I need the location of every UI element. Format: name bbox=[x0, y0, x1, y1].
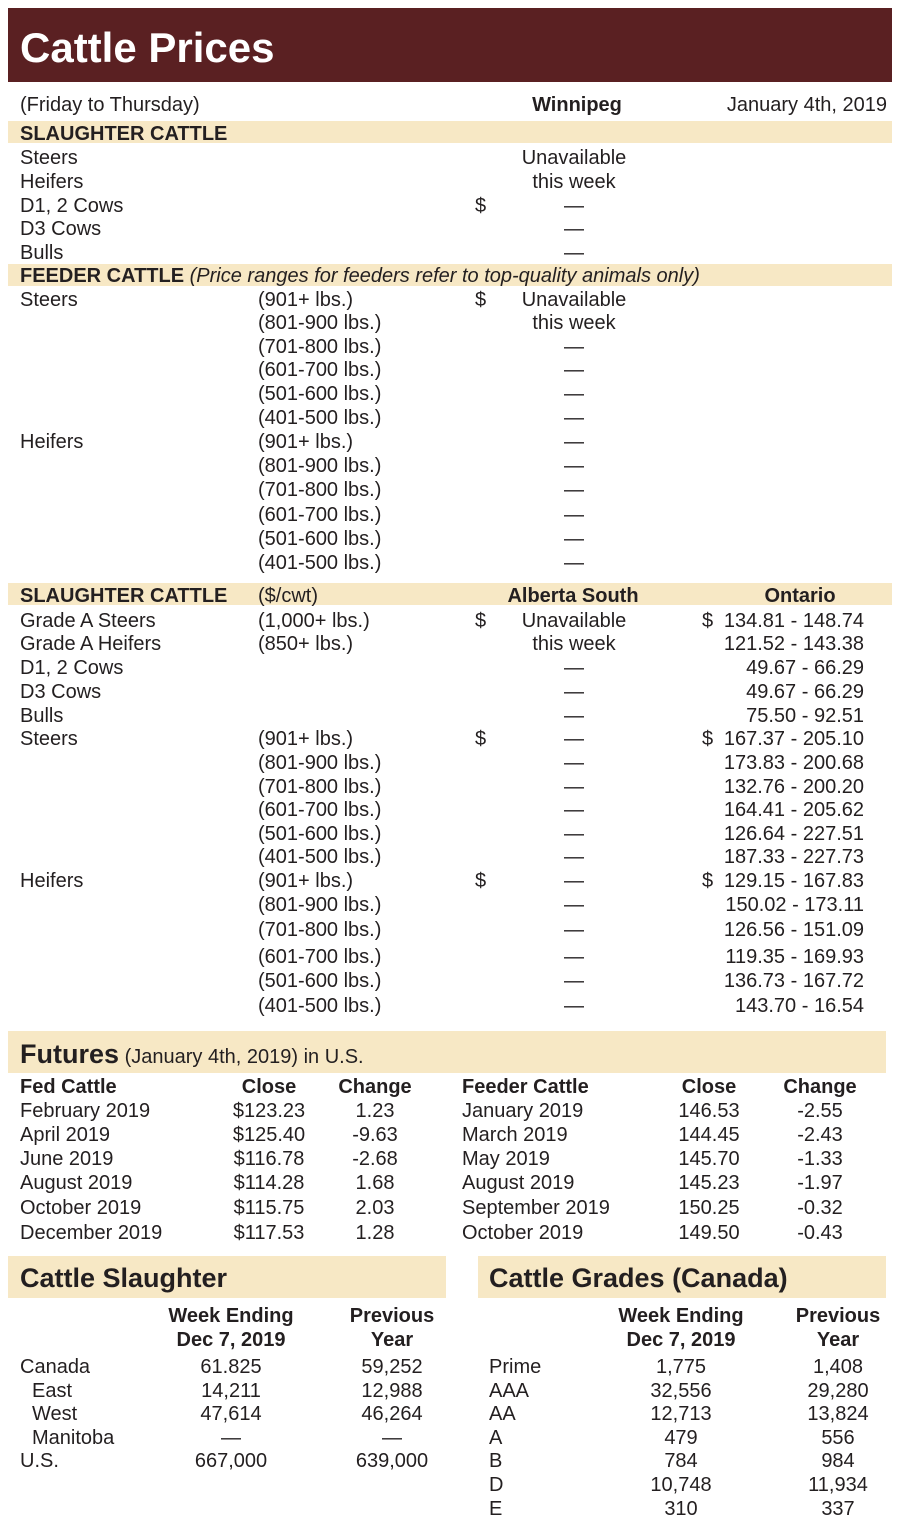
slaughter-row-label: D1, 2 Cows bbox=[20, 195, 124, 217]
slaughter-row-value: — bbox=[564, 195, 584, 217]
slaughter-prev-value: 46,264 bbox=[361, 1403, 423, 1425]
dollar-sign: $ bbox=[475, 610, 487, 632]
feeder-row-value: — bbox=[564, 336, 584, 358]
slaughter-prev-value: 12,988 bbox=[361, 1380, 423, 1402]
feeder-row-value: — bbox=[564, 552, 584, 574]
grade-week-value: 12,713 bbox=[650, 1403, 712, 1425]
slaughter-region: East bbox=[32, 1380, 73, 1402]
price-row-label: D1, 2 Cows bbox=[20, 657, 124, 679]
alberta-value: — bbox=[564, 823, 584, 845]
slaughter-week-value: 47,614 bbox=[200, 1403, 262, 1425]
price-row-weight: (1,000+ lbs.) bbox=[258, 610, 370, 632]
grade-week-value: 479 bbox=[664, 1427, 698, 1449]
ontario-value: 126.64 - 227.51 bbox=[723, 823, 864, 845]
ontario-value: 132.76 - 200.20 bbox=[723, 776, 864, 798]
grade-prev-value: 11,934 bbox=[808, 1474, 868, 1496]
feeder-row-value: Unavailable bbox=[521, 289, 627, 311]
location-label: Winnipeg bbox=[532, 94, 622, 116]
alberta-value: — bbox=[564, 846, 584, 868]
feeder-row-value: — bbox=[564, 479, 584, 501]
ontario-value: 49.67 - 66.29 bbox=[746, 657, 864, 679]
price-row-weight: (801-900 lbs.) bbox=[258, 894, 382, 916]
slaughter-prev-value: — bbox=[382, 1427, 402, 1449]
slaughter-row-value: — bbox=[564, 218, 584, 240]
price-row-weight: (401-500 lbs.) bbox=[258, 846, 382, 868]
alberta-value: — bbox=[564, 894, 584, 916]
grades-year-header: Year bbox=[816, 1329, 860, 1351]
fed-change-header: Change bbox=[338, 1076, 412, 1098]
alberta-value: Unavailable bbox=[521, 610, 627, 632]
ontario-value: 173.83 - 200.68 bbox=[723, 752, 864, 774]
price-row-weight: (501-600 lbs.) bbox=[258, 970, 382, 992]
alberta-value: — bbox=[564, 752, 584, 774]
feeder-row-value: — bbox=[564, 455, 584, 477]
slaughter-row-value: Unavailable bbox=[521, 147, 627, 169]
ontario-value: 49.67 - 66.29 bbox=[746, 681, 864, 703]
alberta-value: — bbox=[564, 919, 584, 941]
fed-close: $125.40 bbox=[232, 1124, 306, 1146]
price-row-label: Grade A Heifers bbox=[20, 633, 162, 655]
price-row-weight: (701-800 lbs.) bbox=[258, 776, 382, 798]
feeder-row-value: this week bbox=[532, 312, 616, 334]
week-ending-date-header: Dec 7, 2019 bbox=[176, 1329, 286, 1351]
slaughter-row-label: D3 Cows bbox=[20, 218, 102, 240]
feeder-cattle-header: Feeder Cattle bbox=[462, 1076, 589, 1098]
fed-month: February 2019 bbox=[20, 1100, 151, 1122]
alberta-value: — bbox=[564, 995, 584, 1017]
ontario-value: 167.37 - 205.10 bbox=[723, 728, 864, 750]
fed-close: $114.28 bbox=[233, 1172, 305, 1194]
grade-label: B bbox=[489, 1450, 503, 1472]
grade-week-value: 784 bbox=[664, 1450, 698, 1472]
ontario-value: 134.81 - 148.74 bbox=[723, 610, 864, 632]
previous-header: Previous bbox=[349, 1305, 435, 1327]
ontario-value: 119.35 - 169.93 bbox=[725, 946, 864, 968]
fed-change: 1.68 bbox=[355, 1172, 395, 1194]
slaughter-region: U.S. bbox=[20, 1450, 59, 1472]
cattle-slaughter-heading: Cattle Slaughter bbox=[20, 1263, 228, 1293]
price-row-weight: (601-700 lbs.) bbox=[258, 946, 382, 968]
grade-label: A bbox=[489, 1427, 503, 1449]
page-title: Cattle Prices bbox=[20, 24, 275, 71]
grade-label: AA bbox=[489, 1403, 516, 1425]
slaughter-row-value: this week bbox=[532, 171, 616, 193]
feeder-row-label: Heifers bbox=[20, 431, 84, 453]
fed-change: 1.28 bbox=[355, 1222, 395, 1244]
feeder-row-value: — bbox=[564, 431, 584, 453]
grade-week-value: 32,556 bbox=[650, 1380, 712, 1402]
grade-label: E bbox=[489, 1498, 503, 1520]
fed-month: June 2019 bbox=[20, 1148, 114, 1170]
cattle-grades-heading: Cattle Grades (Canada) bbox=[489, 1263, 788, 1293]
feeder-cattle-title: FEEDER CATTLE bbox=[20, 265, 185, 287]
ontario-header: Ontario bbox=[764, 585, 836, 607]
alberta-value: — bbox=[564, 657, 584, 679]
fed-close: $117.53 bbox=[233, 1222, 305, 1244]
ontario-value: 75.50 - 92.51 bbox=[746, 705, 864, 727]
feeder-close: 149.50 bbox=[678, 1222, 740, 1244]
dollar-sign: $ bbox=[475, 870, 487, 892]
slaughter-region: Canada bbox=[20, 1356, 91, 1378]
feeder-row-value: — bbox=[564, 359, 584, 381]
dollar-sign: $ bbox=[475, 728, 487, 750]
price-row-weight: (401-500 lbs.) bbox=[258, 995, 382, 1017]
feeder-close: 150.25 bbox=[678, 1197, 740, 1219]
feeder-row-weight: (701-800 lbs.) bbox=[258, 479, 382, 501]
grade-prev-value: 13,824 bbox=[807, 1403, 869, 1425]
period-label: (Friday to Thursday) bbox=[20, 94, 200, 116]
ontario-value: 164.41 - 205.62 bbox=[723, 799, 864, 821]
fed-close: $123.23 bbox=[232, 1100, 306, 1122]
alberta-value: — bbox=[564, 681, 584, 703]
grade-label: Prime bbox=[489, 1356, 542, 1378]
fed-change: 2.03 bbox=[355, 1197, 395, 1219]
slaughter-week-value: 14,211 bbox=[201, 1380, 261, 1402]
year-header: Year bbox=[370, 1329, 414, 1351]
slaughter-row-label: Bulls bbox=[20, 242, 64, 264]
price-row-weight: (850+ lbs.) bbox=[258, 633, 354, 655]
fed-month: October 2019 bbox=[20, 1197, 142, 1219]
alberta-value: — bbox=[564, 728, 584, 750]
fed-change: -9.63 bbox=[352, 1124, 398, 1146]
feeder-close: 144.45 bbox=[678, 1124, 740, 1146]
slaughter-cattle-2-heading: SLAUGHTER CATTLE bbox=[20, 585, 228, 607]
feeder-cattle-note: (Price ranges for feeders refer to top-quality animals only) bbox=[189, 265, 700, 287]
grades-week-ending-header: Week Ending bbox=[618, 1305, 744, 1327]
fed-close: $115.75 bbox=[233, 1197, 305, 1219]
slaughter-prev-value: 59,252 bbox=[361, 1356, 423, 1378]
feeder-cattle-heading bbox=[20, 266, 700, 286]
unit-label: ($/cwt) bbox=[258, 585, 318, 607]
slaughter-cattle-heading: SLAUGHTER CATTLE bbox=[20, 123, 228, 145]
feeder-row-weight: (501-600 lbs.) bbox=[258, 383, 382, 405]
feeder-change: -1.33 bbox=[797, 1148, 843, 1170]
fed-month: August 2019 bbox=[20, 1172, 133, 1194]
price-row-weight: (601-700 lbs.) bbox=[258, 799, 382, 821]
price-row-label: Heifers bbox=[20, 870, 84, 892]
grade-prev-value: 1,408 bbox=[812, 1356, 864, 1378]
futures-subtitle: (January 4th, 2019) in U.S. bbox=[124, 1046, 364, 1068]
feeder-change: -1.97 bbox=[797, 1172, 843, 1194]
slaughter-row-label: Heifers bbox=[20, 171, 84, 193]
alberta-value: — bbox=[564, 705, 584, 727]
grade-prev-value: 556 bbox=[821, 1427, 855, 1449]
feeder-close-header: Close bbox=[681, 1076, 737, 1098]
feeder-change: -0.43 bbox=[797, 1222, 843, 1244]
feeder-month: March 2019 bbox=[462, 1124, 568, 1146]
feeder-month: October 2019 bbox=[462, 1222, 584, 1244]
grades-week-date-header: Dec 7, 2019 bbox=[626, 1329, 736, 1351]
feeder-row-weight: (601-700 lbs.) bbox=[258, 504, 382, 526]
alberta-south-header: Alberta South bbox=[507, 585, 639, 607]
slaughter-region: West bbox=[32, 1403, 78, 1425]
feeder-change-header: Change bbox=[783, 1076, 857, 1098]
ontario-value: 121.52 - 143.38 bbox=[723, 633, 864, 655]
alberta-value: — bbox=[564, 799, 584, 821]
grade-week-value: 10,748 bbox=[650, 1474, 712, 1496]
feeder-row-weight: (601-700 lbs.) bbox=[258, 359, 382, 381]
price-row-label: Bulls bbox=[20, 705, 64, 727]
slaughter-prev-value: 639,000 bbox=[355, 1450, 429, 1472]
ontario-value: 150.02 - 173.11 bbox=[725, 894, 864, 916]
feeder-change: -0.32 bbox=[797, 1197, 843, 1219]
grade-prev-value: 29,280 bbox=[807, 1380, 869, 1402]
fed-month: April 2019 bbox=[20, 1124, 111, 1146]
feeder-row-value: — bbox=[564, 504, 584, 526]
grade-label: AAA bbox=[489, 1380, 530, 1402]
ontario-value: 187.33 - 227.73 bbox=[723, 846, 864, 868]
dollar-sign: $ bbox=[475, 289, 487, 311]
grade-week-value: 310 bbox=[664, 1498, 698, 1520]
slaughter-region: Manitoba bbox=[32, 1427, 115, 1449]
grades-previous-header: Previous bbox=[795, 1305, 881, 1327]
feeder-row-weight: (801-900 lbs.) bbox=[258, 455, 382, 477]
week-ending-header: Week Ending bbox=[168, 1305, 294, 1327]
dollar-sign: $ bbox=[702, 610, 714, 632]
fed-month: December 2019 bbox=[20, 1222, 163, 1244]
ontario-value: 136.73 - 167.72 bbox=[723, 970, 864, 992]
feeder-month: August 2019 bbox=[462, 1172, 575, 1194]
feeder-month: January 2019 bbox=[462, 1100, 584, 1122]
feeder-row-weight: (901+ lbs.) bbox=[258, 289, 354, 311]
feeder-close: 145.23 bbox=[678, 1172, 740, 1194]
alberta-value: — bbox=[564, 946, 584, 968]
alberta-value: — bbox=[564, 970, 584, 992]
feeder-row-label: Steers bbox=[20, 289, 78, 311]
slaughter-row-label: Steers bbox=[20, 147, 78, 169]
feeder-row-weight: (901+ lbs.) bbox=[258, 431, 354, 453]
feeder-row-value: — bbox=[564, 407, 584, 429]
alberta-value: — bbox=[564, 870, 584, 892]
price-row-weight: (801-900 lbs.) bbox=[258, 752, 382, 774]
price-row-weight: (501-600 lbs.) bbox=[258, 823, 382, 845]
price-row-label: Grade A Steers bbox=[20, 610, 156, 632]
price-row-label: Steers bbox=[20, 728, 78, 750]
ontario-value: 126.56 - 151.09 bbox=[723, 919, 864, 941]
grade-prev-value: 337 bbox=[821, 1498, 855, 1520]
feeder-close: 145.70 bbox=[678, 1148, 740, 1170]
feeder-row-value: — bbox=[564, 383, 584, 405]
futures-heading bbox=[20, 1041, 364, 1068]
slaughter-row-value: — bbox=[564, 242, 584, 264]
fed-close-header: Close bbox=[241, 1076, 297, 1098]
feeder-change: -2.55 bbox=[797, 1100, 843, 1122]
feeder-change: -2.43 bbox=[797, 1124, 843, 1146]
fed-change: 1.23 bbox=[355, 1100, 395, 1122]
price-row-weight: (901+ lbs.) bbox=[258, 728, 354, 750]
grade-label: D bbox=[489, 1474, 504, 1496]
feeder-row-value: — bbox=[564, 528, 584, 550]
report-date: January 4th, 2019 bbox=[726, 94, 887, 116]
grade-week-value: 1,775 bbox=[655, 1356, 707, 1378]
grade-prev-value: 984 bbox=[821, 1450, 855, 1472]
feeder-month: May 2019 bbox=[462, 1148, 550, 1170]
price-row-label: D3 Cows bbox=[20, 681, 102, 703]
feeder-row-weight: (801-900 lbs.) bbox=[258, 312, 382, 334]
feeder-row-weight: (501-600 lbs.) bbox=[258, 528, 382, 550]
slaughter-week-value: 61.825 bbox=[200, 1356, 262, 1378]
feeder-month: September 2019 bbox=[462, 1197, 610, 1219]
slaughter-week-value: — bbox=[221, 1427, 241, 1449]
ontario-value: 143.70 - 16.54 bbox=[735, 995, 864, 1017]
dollar-sign: $ bbox=[475, 195, 487, 217]
alberta-value: this week bbox=[532, 633, 616, 655]
fed-close: $116.78 bbox=[233, 1148, 305, 1170]
fed-change: -2.68 bbox=[352, 1148, 398, 1170]
feeder-row-weight: (401-500 lbs.) bbox=[258, 407, 382, 429]
dollar-sign: $ bbox=[702, 870, 714, 892]
feeder-row-weight: (401-500 lbs.) bbox=[258, 552, 382, 574]
ontario-value: 129.15 - 167.83 bbox=[723, 870, 864, 892]
slaughter-week-value: 667,000 bbox=[194, 1450, 268, 1472]
fed-cattle-header: Fed Cattle bbox=[20, 1076, 117, 1098]
dollar-sign: $ bbox=[702, 728, 714, 750]
feeder-row-weight: (701-800 lbs.) bbox=[258, 336, 382, 358]
alberta-value: — bbox=[564, 776, 584, 798]
futures-title: Futures bbox=[20, 1039, 120, 1069]
price-row-weight: (901+ lbs.) bbox=[258, 870, 354, 892]
price-row-weight: (701-800 lbs.) bbox=[258, 919, 382, 941]
feeder-close: 146.53 bbox=[678, 1100, 740, 1122]
